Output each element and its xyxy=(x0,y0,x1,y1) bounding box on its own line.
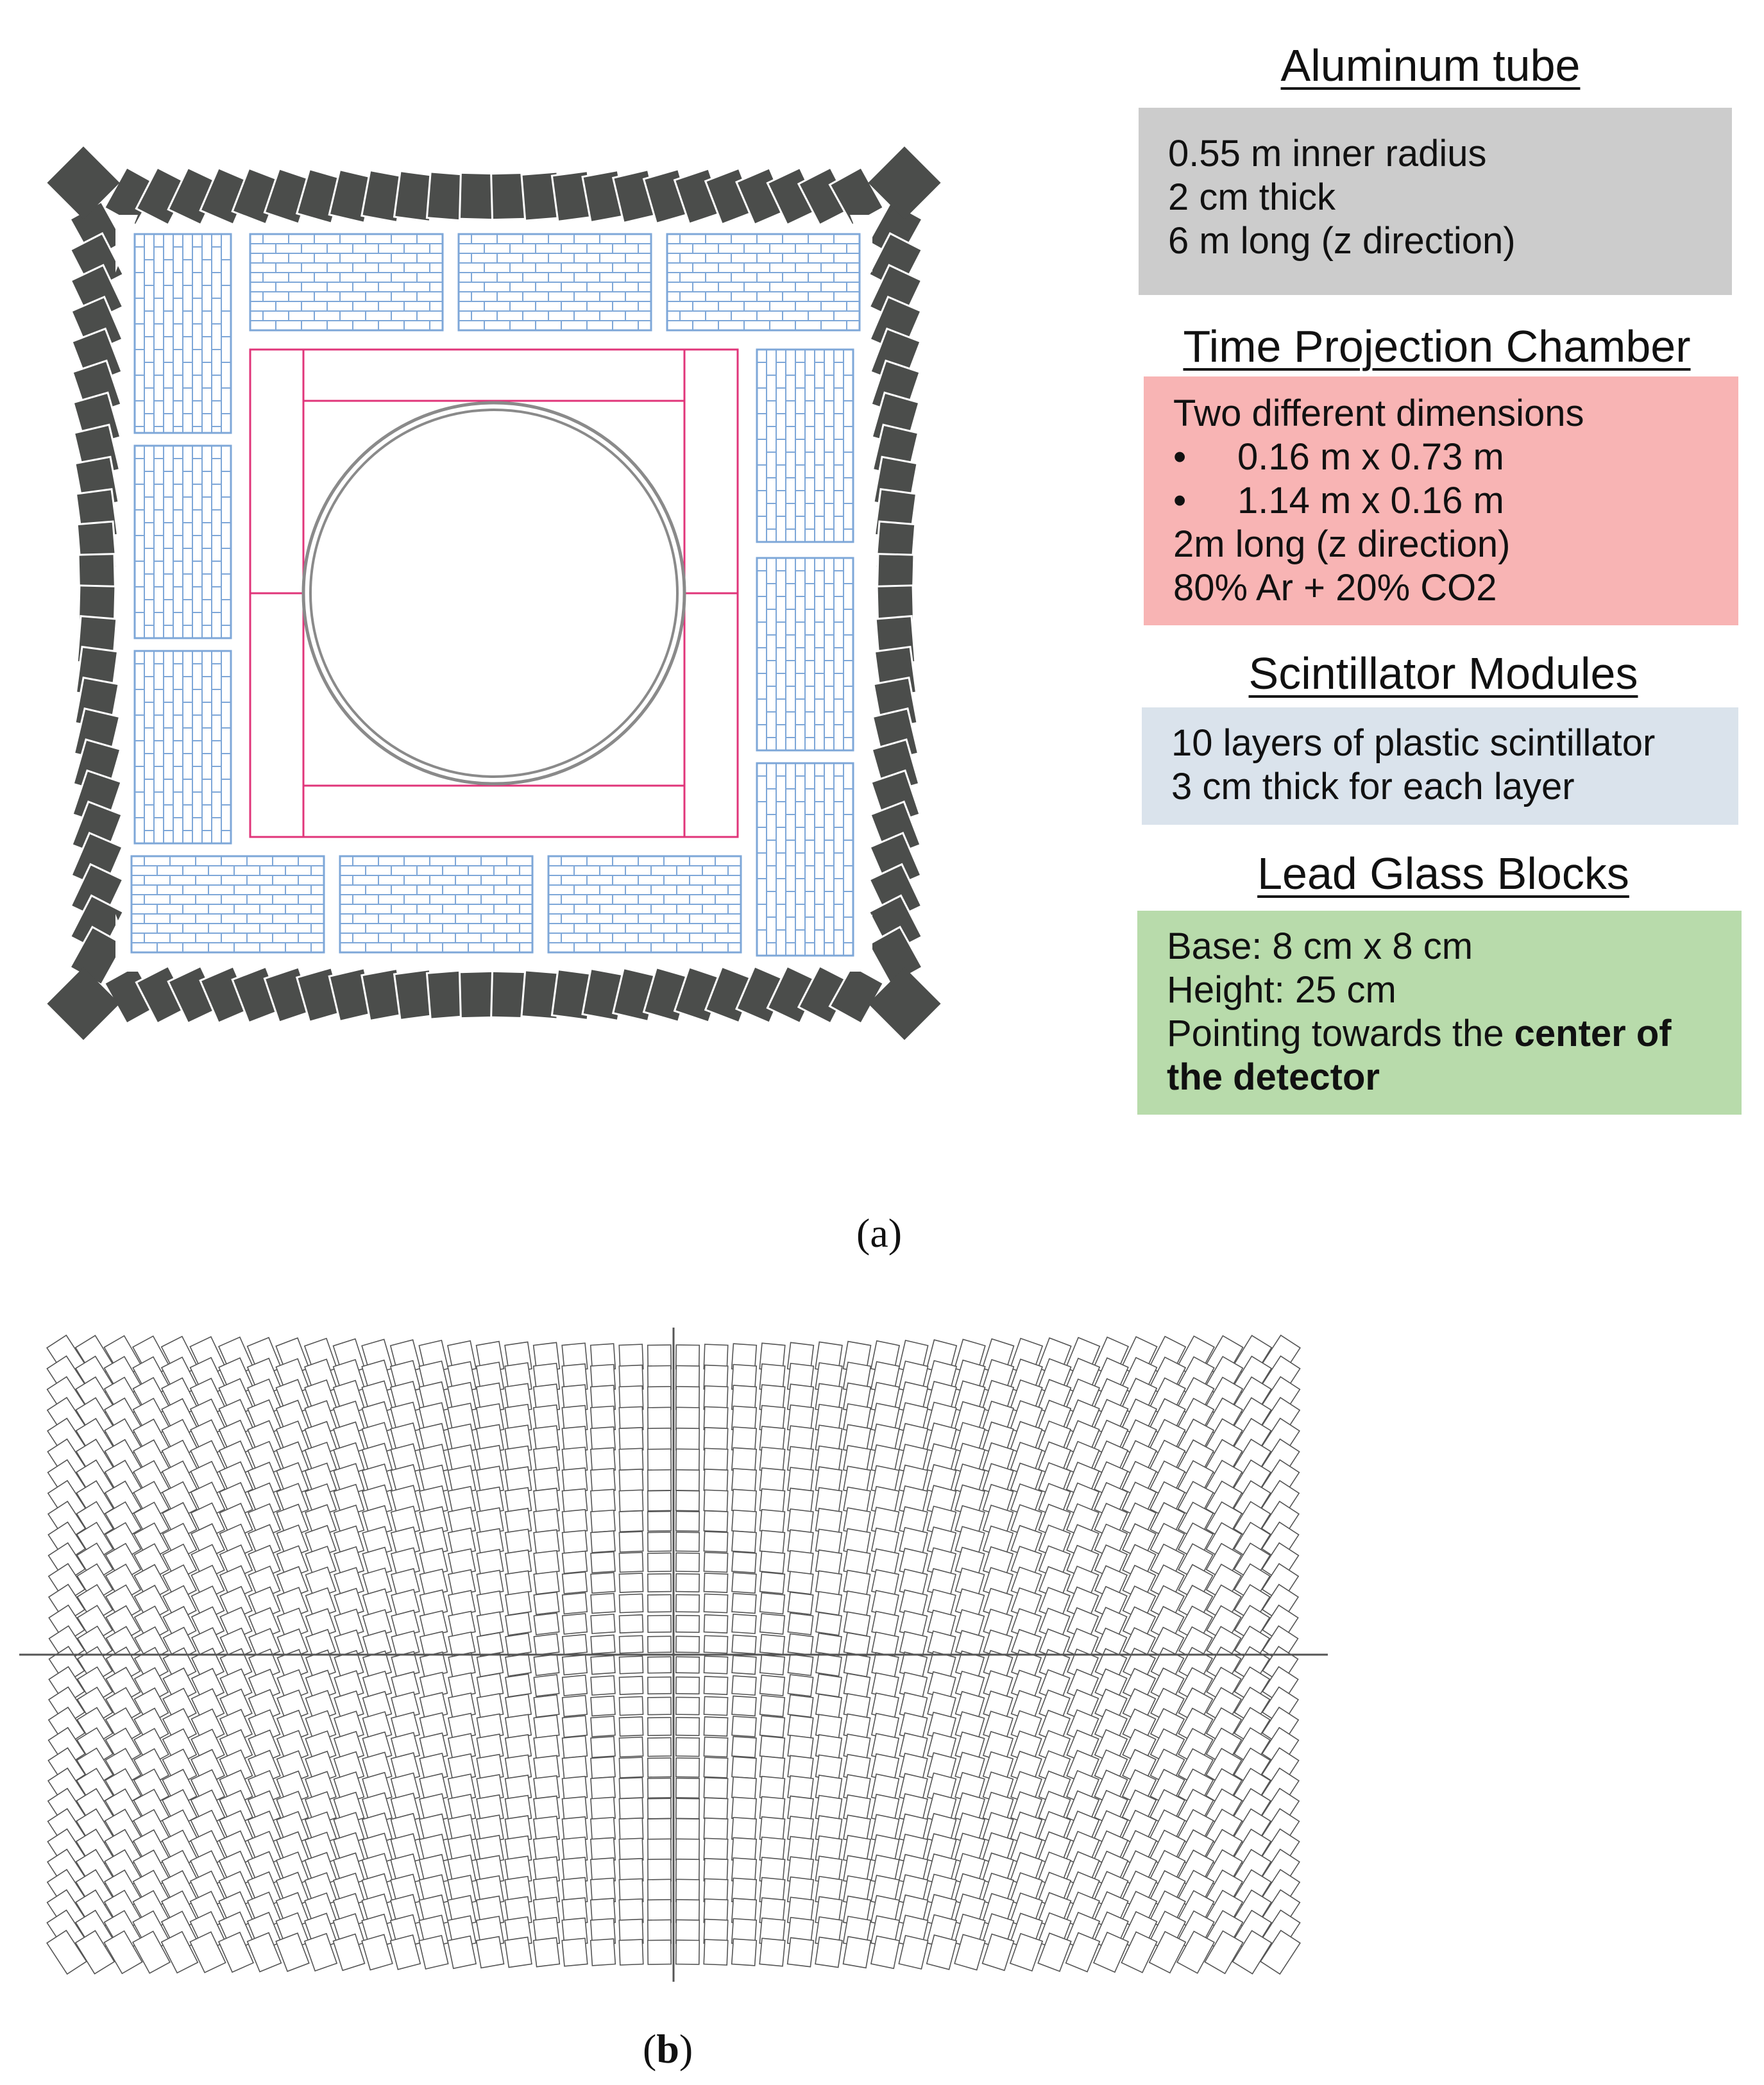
scintillator-module xyxy=(340,856,532,952)
lead-glass-block xyxy=(591,1469,615,1492)
lead-glass-corner-block xyxy=(868,967,940,1040)
lead-glass-block xyxy=(788,1655,813,1676)
lead-glass-block xyxy=(648,1819,671,1840)
lead-glass-block xyxy=(563,1777,588,1800)
lead-glass-block xyxy=(732,1593,756,1613)
lead-glass-block xyxy=(816,1592,842,1616)
lead-glass-block xyxy=(816,1612,842,1635)
lead-glass-block xyxy=(534,1634,559,1655)
lead-glass-block xyxy=(591,1757,615,1778)
aluminum-tube-line: 2 cm thick xyxy=(1168,176,1336,218)
tpc-title: Time Projection Chamber xyxy=(1183,321,1691,371)
lead-glass-block xyxy=(563,1572,588,1594)
lead-glass-block xyxy=(704,1859,727,1882)
scintillator-module xyxy=(667,234,860,330)
tpc-box xyxy=(1144,376,1738,625)
tpc-bullet-item xyxy=(1173,479,1709,523)
lead-glass-line xyxy=(1167,1056,1712,1099)
caption-a xyxy=(856,1211,902,1256)
lead-glass-block xyxy=(534,1675,559,1696)
lead-glass-block xyxy=(619,1511,643,1532)
lead-glass-block xyxy=(619,1448,643,1471)
lead-glass-block xyxy=(704,1737,727,1757)
lead-glass-block xyxy=(815,1937,842,1967)
lead-glass-block xyxy=(505,1674,531,1697)
aluminum-tube-line: 0.55 m inner radius xyxy=(1168,133,1487,174)
lead-glass-block xyxy=(816,1654,842,1676)
lead-glass-block xyxy=(704,1717,727,1736)
lead-glass-block xyxy=(534,1530,559,1553)
lead-glass-block xyxy=(648,1718,671,1735)
lead-glass-block xyxy=(788,1695,813,1718)
lead-glass-block xyxy=(619,1635,643,1653)
lead-glass-block xyxy=(788,1937,814,1966)
lead-glass-block xyxy=(534,1592,559,1615)
lead-glass-block xyxy=(648,1839,671,1860)
scintillator-module xyxy=(757,350,853,542)
tpc-bullet-item xyxy=(1173,435,1709,479)
lead-glass-block xyxy=(788,1592,813,1615)
lead-glass-block xyxy=(648,1697,671,1714)
lead-glass-block xyxy=(648,1940,672,1964)
lead-glass-block xyxy=(704,1615,727,1633)
lead-glass-block xyxy=(732,1635,756,1653)
lead-glass-block xyxy=(788,1571,813,1594)
lead-glass-block xyxy=(591,1737,615,1758)
lead-glass-block xyxy=(704,1676,727,1694)
lead-glass-block xyxy=(591,1489,615,1512)
lead-glass-block xyxy=(619,1469,643,1491)
lead-glass-title: Lead Glass Blocks xyxy=(1257,848,1629,899)
lead-glass-block xyxy=(704,1696,727,1715)
lead-glass-block xyxy=(648,1758,671,1777)
lead-glass-block xyxy=(505,1592,531,1616)
lead-glass-block xyxy=(619,1656,643,1673)
lead-glass-block xyxy=(477,1937,504,1968)
lead-glass-block xyxy=(732,1737,756,1758)
lead-glass-block xyxy=(648,1677,671,1694)
lead-glass-emphasis: center of xyxy=(1514,1013,1672,1054)
lead-glass-block xyxy=(704,1939,728,1965)
lead-glass-block xyxy=(732,1448,756,1471)
lead-glass-block xyxy=(760,1696,785,1717)
lead-glass-block xyxy=(648,1365,672,1389)
tpc-bullet-text: 0.16 m x 0.73 m xyxy=(1237,436,1504,478)
lead-glass-block xyxy=(704,1594,727,1612)
lead-glass-block xyxy=(648,1798,671,1819)
lead-glass-block xyxy=(676,1636,699,1652)
lead-glass-block xyxy=(732,1510,756,1533)
lead-glass-block xyxy=(591,1676,615,1695)
lead-glass-block xyxy=(760,1634,784,1654)
lead-glass-block xyxy=(759,1938,785,1966)
lead-glass-block xyxy=(704,1469,727,1491)
caption-paren: ( xyxy=(643,2026,657,2072)
lead-glass-block xyxy=(704,1406,727,1430)
aluminum-tube-box xyxy=(1139,108,1732,295)
lead-glass-block xyxy=(760,1716,785,1737)
lead-glass-block xyxy=(704,1553,727,1573)
lead-glass-block xyxy=(619,1798,643,1819)
lead-glass-array-side-view xyxy=(13,1308,1334,2001)
lead-glass-box xyxy=(1137,911,1742,1115)
lead-glass-block xyxy=(732,1531,756,1553)
lead-glass-block xyxy=(760,1572,785,1594)
lead-glass-block xyxy=(844,1633,870,1657)
aluminum-tube xyxy=(303,403,684,784)
lead-glass-block xyxy=(760,1510,785,1533)
lead-glass-block xyxy=(704,1818,727,1840)
lead-glass-block xyxy=(788,1551,813,1574)
lead-glass-block xyxy=(648,1490,671,1511)
lead-glass-block xyxy=(619,1696,643,1715)
lead-glass-block xyxy=(563,1655,587,1675)
lead-glass-block xyxy=(676,1758,699,1777)
lead-glass-block xyxy=(732,1489,756,1512)
lead-glass-block xyxy=(563,1716,588,1737)
lead-glass-block xyxy=(676,1940,700,1964)
lead-glass-block xyxy=(562,1489,587,1512)
bullet-dot: • xyxy=(1173,436,1187,478)
lead-glass-block xyxy=(676,1449,699,1470)
lead-glass-block xyxy=(591,1593,615,1613)
lead-glass-block xyxy=(704,1532,727,1552)
lead-glass-block xyxy=(676,1839,699,1860)
lead-glass-block xyxy=(619,1838,643,1861)
lead-glass-block xyxy=(619,1615,643,1633)
lead-glass-block xyxy=(448,1936,476,1969)
lead-glass-block xyxy=(732,1676,756,1695)
lead-glass-block xyxy=(648,1657,671,1673)
lead-glass-line: Base: 8 cm x 8 cm xyxy=(1167,925,1473,967)
lead-glass-block xyxy=(704,1778,727,1799)
lead-glass-block xyxy=(648,1512,671,1532)
lead-glass-block-grid xyxy=(19,1328,1328,1982)
lead-glass-block xyxy=(534,1551,559,1574)
lead-glass-block xyxy=(563,1634,587,1654)
lead-glass-block xyxy=(732,1777,756,1800)
lead-glass-block xyxy=(676,1819,699,1840)
lead-glass-block xyxy=(732,1696,756,1716)
caption-b xyxy=(643,2027,693,2072)
lead-glass-block xyxy=(619,1939,643,1965)
lead-glass-block xyxy=(676,1387,699,1410)
scintillator-line: 10 layers of plastic scintillator xyxy=(1171,722,1656,764)
scintillator-module xyxy=(459,234,651,330)
lead-glass-block xyxy=(563,1736,588,1759)
lead-glass-block xyxy=(591,1777,615,1800)
lead-glass-block xyxy=(704,1511,727,1532)
lead-glass-block xyxy=(648,1387,671,1410)
lead-glass-block xyxy=(591,1573,615,1593)
lead-glass-block xyxy=(563,1593,588,1614)
lead-glass-block xyxy=(477,1633,504,1657)
lead-glass-block xyxy=(591,1448,615,1471)
lead-glass-block xyxy=(704,1798,727,1819)
lead-glass-block xyxy=(591,1510,615,1533)
lead-glass-block xyxy=(505,1612,531,1635)
scintillator-box xyxy=(1142,707,1738,825)
lead-glass-block xyxy=(505,1937,532,1967)
lead-glass-block xyxy=(676,1737,699,1756)
lead-glass-block xyxy=(704,1757,727,1778)
lead-glass-block xyxy=(591,1716,615,1737)
lead-glass-block xyxy=(534,1571,559,1594)
lead-glass-block xyxy=(648,1900,671,1923)
lead-glass-block xyxy=(648,1553,671,1571)
lead-glass-block xyxy=(704,1656,727,1673)
lead-glass-block xyxy=(563,1551,588,1574)
scintillator-line: 3 cm thick for each layer xyxy=(1171,766,1575,807)
lead-glass-block xyxy=(619,1490,643,1512)
lead-glass-block xyxy=(676,1365,700,1389)
lead-glass-block xyxy=(704,1838,727,1861)
lead-glass-block xyxy=(732,1573,756,1593)
scintillator-module xyxy=(548,856,741,952)
lead-glass-block xyxy=(676,1532,699,1551)
lead-glass-block xyxy=(816,1571,842,1594)
lead-glass-block xyxy=(591,1797,615,1820)
lead-glass-block xyxy=(648,1859,671,1881)
lead-glass-block xyxy=(844,1937,871,1968)
lead-glass-block xyxy=(676,1718,699,1735)
lead-glass-block xyxy=(676,1677,699,1694)
tpc-bullet-text: 1.14 m x 0.16 m xyxy=(1237,480,1504,521)
caption-paren: ) xyxy=(679,2026,693,2072)
lead-glass-emphasis: the detector xyxy=(1167,1056,1380,1098)
lead-glass-block xyxy=(619,1676,643,1694)
lead-glass-block xyxy=(676,1490,699,1511)
aluminum-tube-line: 6 m long (z direction) xyxy=(1168,220,1516,262)
lead-glass-block xyxy=(619,1532,643,1552)
lead-glass-block xyxy=(676,1859,699,1881)
lead-glass-block xyxy=(505,1571,531,1594)
lead-glass-block xyxy=(591,1939,616,1966)
lead-glass-block xyxy=(760,1551,785,1574)
lead-glass-block xyxy=(619,1573,643,1592)
scintillator-modules xyxy=(131,234,860,956)
scintillator-module xyxy=(131,856,324,952)
lead-glass-block xyxy=(760,1777,785,1800)
lead-glass-line: Height: 25 cm xyxy=(1167,969,1396,1011)
lead-glass-block xyxy=(648,1470,671,1491)
lead-glass-block xyxy=(760,1593,785,1614)
lead-glass-block xyxy=(676,1594,699,1612)
lead-glass-block xyxy=(619,1757,643,1778)
lead-glass-block xyxy=(704,1448,727,1471)
lead-glass-block xyxy=(704,1428,727,1451)
lead-glass-block xyxy=(760,1736,785,1759)
lead-glass-block xyxy=(619,1428,643,1451)
lead-glass-block xyxy=(534,1937,560,1966)
caption-letter: a xyxy=(870,1210,888,1256)
lead-glass-block xyxy=(759,1489,784,1512)
lead-glass-block xyxy=(676,1900,699,1923)
lead-glass-block xyxy=(563,1530,588,1553)
lead-glass-block xyxy=(591,1531,615,1553)
aluminum-tube-title: Aluminum tube xyxy=(1280,40,1581,90)
lead-glass-block xyxy=(505,1633,531,1656)
lead-glass-block xyxy=(648,1449,671,1470)
lead-glass-text: Pointing towards the xyxy=(1167,1013,1514,1054)
lead-glass-block xyxy=(760,1756,785,1779)
lead-glass-block xyxy=(648,1532,671,1551)
lead-glass-block xyxy=(704,1490,727,1512)
lead-glass-block xyxy=(648,1778,671,1798)
lead-glass-block xyxy=(676,1879,699,1902)
detector-cross-section-diagram xyxy=(38,128,962,1065)
lead-glass-block xyxy=(534,1715,559,1738)
lead-glass-block xyxy=(619,1717,643,1736)
lead-glass-block xyxy=(732,1818,756,1841)
lead-glass-block xyxy=(619,1818,643,1840)
lead-glass-block xyxy=(732,1655,756,1674)
lead-glass-block xyxy=(648,1594,671,1612)
lead-glass-block xyxy=(591,1696,615,1716)
lead-glass-block xyxy=(676,1778,699,1798)
lead-glass-block xyxy=(591,1552,615,1573)
lead-glass-block xyxy=(676,1428,699,1450)
lead-glass-corner-block xyxy=(47,967,119,1040)
lead-glass-block xyxy=(676,1657,699,1673)
lead-glass-block xyxy=(676,1512,699,1532)
lead-glass-block xyxy=(676,1697,699,1714)
lead-glass-block xyxy=(648,1636,671,1652)
lead-glass-block xyxy=(591,1818,615,1841)
lead-glass-line xyxy=(1167,1012,1712,1056)
lead-glass-block xyxy=(816,1674,842,1697)
lead-glass-block xyxy=(619,1553,643,1573)
lead-glass-block xyxy=(732,1469,756,1492)
lead-glass-block xyxy=(563,1756,588,1779)
lead-glass-block xyxy=(760,1614,785,1634)
lead-glass-block xyxy=(676,1407,699,1430)
lead-glass-block xyxy=(704,1573,727,1592)
lead-glass-block xyxy=(563,1696,588,1717)
tpc-line: 2m long (z direction) xyxy=(1173,523,1511,565)
lead-glass-block xyxy=(619,1737,643,1757)
lead-glass-block xyxy=(534,1655,559,1676)
lead-glass-block xyxy=(563,1675,588,1696)
scintillator-module xyxy=(757,558,853,750)
lead-glass-block xyxy=(732,1552,756,1573)
lead-glass-block xyxy=(619,1778,643,1799)
scintillator-module xyxy=(135,234,231,433)
scintillator-module xyxy=(757,763,853,956)
lead-glass-block xyxy=(732,1614,756,1633)
lead-glass-block xyxy=(871,1936,899,1969)
caption-letter: b xyxy=(656,2026,679,2072)
scintillator-module xyxy=(135,446,231,638)
tpc-line: Two different dimensions xyxy=(1173,393,1584,434)
lead-glass-block xyxy=(788,1613,813,1635)
lead-glass-block xyxy=(591,1614,615,1633)
lead-glass-block xyxy=(676,1574,699,1592)
lead-glass-block xyxy=(563,1614,588,1634)
lead-glass-block xyxy=(648,1574,671,1592)
lead-glass-block xyxy=(648,1428,671,1450)
scintillator-module xyxy=(135,651,231,843)
scintillator-module xyxy=(250,234,443,330)
lead-glass-block xyxy=(591,1635,615,1653)
lead-glass-block xyxy=(732,1939,757,1966)
lead-glass-block xyxy=(816,1633,842,1656)
lead-glass-block xyxy=(619,1859,643,1882)
caption-paren: ) xyxy=(888,1210,903,1256)
lead-glass-block xyxy=(760,1655,784,1675)
lead-glass-block xyxy=(648,1407,671,1430)
lead-glass-block xyxy=(534,1613,559,1635)
lead-glass-block xyxy=(676,1470,699,1491)
lead-glass-block xyxy=(619,1406,643,1430)
lead-glass-block xyxy=(676,1616,699,1632)
lead-glass-block xyxy=(732,1757,756,1778)
lead-glass-block xyxy=(648,1879,671,1902)
lead-glass-block xyxy=(648,1737,671,1756)
lead-glass-block xyxy=(704,1635,727,1653)
bullet-dot: • xyxy=(1173,480,1187,521)
lead-glass-block xyxy=(732,1716,756,1737)
lead-glass-block xyxy=(648,1616,671,1632)
lead-glass-block xyxy=(732,1797,756,1820)
lead-glass-block xyxy=(619,1594,643,1612)
tpc-line: 80% Ar + 20% CO2 xyxy=(1173,567,1497,609)
lead-glass-block xyxy=(788,1530,813,1553)
lead-glass-block xyxy=(788,1634,813,1655)
lead-glass-block xyxy=(563,1510,588,1533)
lead-glass-block xyxy=(676,1553,699,1571)
lead-glass-block xyxy=(562,1938,588,1966)
lead-glass-block xyxy=(788,1675,813,1696)
lead-glass-block xyxy=(676,1798,699,1819)
lead-glass-block xyxy=(760,1530,785,1553)
scintillator-title: Scintillator Modules xyxy=(1248,648,1638,698)
lead-glass-block xyxy=(760,1675,785,1696)
time-projection-chamber xyxy=(250,350,738,837)
lead-glass-block xyxy=(534,1695,559,1718)
caption-paren: ( xyxy=(856,1210,870,1256)
lead-glass-block xyxy=(591,1655,615,1674)
lead-glass-block xyxy=(505,1654,531,1676)
lead-glass-block xyxy=(788,1715,813,1738)
